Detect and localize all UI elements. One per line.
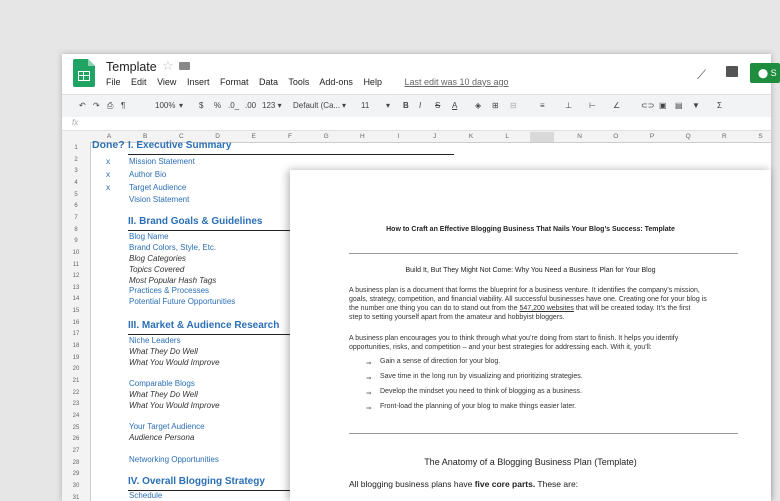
para1-line1: A business plan is a document that forms the blueprint for a business venture. It identifies the company’s mission, — [349, 287, 700, 294]
row-number[interactable]: 23 — [72, 401, 80, 408]
column-header-n[interactable]: N — [577, 133, 582, 140]
section-underline — [128, 230, 290, 231]
divider — [349, 253, 738, 254]
selected-column-highlight — [530, 132, 554, 142]
menu-view[interactable]: View — [157, 77, 177, 87]
column-header-k[interactable]: K — [468, 133, 474, 140]
more-formats-button[interactable]: 123 ▾ — [262, 101, 282, 110]
column-header-g[interactable]: G — [323, 133, 329, 140]
wrap-icon[interactable]: ⊢ — [589, 101, 596, 110]
column-header-i[interactable]: I — [397, 133, 400, 140]
row-number[interactable]: 24 — [72, 412, 80, 419]
column-header-d[interactable]: D — [215, 133, 220, 140]
item-vision-statement[interactable]: Vision Statement — [129, 195, 190, 204]
column-header-r[interactable]: R — [722, 133, 727, 140]
column-header-s[interactable]: S — [758, 133, 763, 140]
menu-addons[interactable]: Add-ons — [319, 77, 353, 87]
bullet-item: Save time in the long run by visualizing and prioritizing strategies. — [380, 373, 583, 380]
bullet-item: Develop the mindset you need to think of blogging as a business. — [380, 388, 582, 395]
item-improve[interactable]: What You Would Improve — [129, 401, 220, 410]
column-header-p[interactable]: P — [649, 133, 655, 140]
column-header-a[interactable]: A — [106, 133, 112, 140]
fx-icon: fx — [72, 118, 79, 127]
para2-line2: opportunities, risks, and competition – and your best strategies for addressing each. With it, you’ll: — [349, 344, 652, 351]
item-comparable-blogs[interactable]: Comparable Blogs — [129, 379, 195, 388]
column-header-j[interactable]: J — [433, 133, 437, 140]
row-number[interactable]: 19 — [72, 354, 80, 361]
item-do-well[interactable]: What They Do Well — [129, 390, 198, 399]
row-number[interactable]: 21 — [72, 378, 80, 384]
filter-icon[interactable]: ▼ — [692, 101, 700, 110]
para1-line3 — [349, 304, 690, 313]
done-check[interactable]: x — [106, 169, 111, 179]
arrow-bullet-icon: ⇒ — [366, 405, 372, 412]
menu-file[interactable]: File — [106, 77, 121, 87]
websites-link[interactable]: 547,200 websites — [519, 305, 574, 312]
row-number[interactable]: 12 — [72, 273, 80, 280]
activity-trend-icon[interactable]: ⟋ — [697, 67, 707, 82]
para1-line3-pre: the number one thing you can do to stand out from the — [349, 305, 520, 312]
item-niche-leaders[interactable]: Niche Leaders — [129, 336, 181, 345]
arrow-bullet-icon: ⇒ — [366, 390, 372, 397]
done-check[interactable]: x — [106, 156, 111, 166]
row-numbers — [62, 142, 91, 501]
para1-line2: goals, strategy, competition, and financial viability. All successful businesses have one. Creating one for your blog is — [349, 296, 707, 303]
arrow-bullet-icon: ⇒ — [366, 360, 372, 367]
row-number[interactable]: 14 — [72, 296, 80, 303]
row-number[interactable]: 16 — [72, 319, 80, 326]
last-edit-link[interactable]: Last edit was 10 days ago — [404, 77, 509, 87]
anatomy-heading: The Anatomy of a Blogging Business Plan (Template) — [424, 457, 637, 467]
doc-subtitle: Build It, But They Might Not Come: Why You Need a Business Plan for Your Blog — [405, 267, 656, 274]
row-number[interactable]: 29 — [72, 471, 80, 478]
doc-title: How to Craft an Effective Blogging Business That Nails Your Blog’s Success: Template — [386, 226, 675, 233]
row-number[interactable]: 13 — [72, 284, 80, 291]
row-number[interactable]: 18 — [72, 343, 80, 350]
row-number[interactable]: 17 — [72, 331, 80, 338]
font-select[interactable]: Default (Ca... — [293, 101, 341, 110]
row-number[interactable]: 31 — [72, 494, 80, 501]
zoom-select[interactable]: 100% — [155, 101, 176, 110]
row-number[interactable]: 26 — [72, 436, 80, 443]
column-header-c[interactable]: C — [179, 133, 184, 140]
menu-insert[interactable]: Insert — [186, 77, 210, 87]
sum-button[interactable]: Σ — [717, 101, 722, 110]
section-underline — [128, 334, 290, 335]
row-number[interactable]: 6 — [74, 203, 78, 210]
strikethrough-button[interactable]: S — [435, 101, 441, 110]
para2-line1: A business plan encourages you to think through what you’re doing from start to finish. It helps you identify — [349, 335, 679, 342]
sheets-logo-icon[interactable] — [73, 59, 95, 87]
item-future-opportunities[interactable]: Potential Future Opportunities — [129, 297, 236, 306]
currency-button[interactable]: $ — [199, 101, 204, 110]
increase-decimal-button[interactable]: .00 — [245, 101, 257, 110]
item-blog-name[interactable]: Blog Name — [129, 232, 169, 241]
row-number[interactable]: 25 — [72, 424, 80, 431]
menu-format[interactable]: Format — [219, 77, 249, 87]
link-icon[interactable]: ⊂⊃ — [641, 101, 655, 110]
redo-icon[interactable]: ↷ — [93, 101, 100, 110]
undo-icon[interactable]: ↶ — [79, 101, 86, 110]
core-pre: All blogging business plans have — [349, 479, 475, 489]
italic-button[interactable]: I — [419, 101, 422, 110]
font-size-select[interactable]: 11 — [361, 101, 370, 110]
arrow-bullet-icon: ⇒ — [366, 375, 372, 382]
section-underline — [128, 154, 454, 155]
menu-edit[interactable]: Edit — [131, 77, 147, 87]
item-target-audience[interactable]: Target Audience — [129, 183, 187, 192]
column-header-f[interactable]: F — [288, 133, 292, 140]
core-post: These are: — [535, 479, 579, 489]
sheets-titlebar — [62, 54, 777, 92]
section-blogging-strategy[interactable]: IV. Overall Blogging Strategy — [128, 476, 265, 487]
row-number[interactable]: 10 — [72, 249, 80, 256]
column-header-h[interactable]: H — [360, 133, 365, 140]
item-brand-colors[interactable]: Brand Colors, Style, Etc. — [129, 243, 217, 252]
column-header-e[interactable]: E — [251, 133, 256, 140]
item-practices[interactable]: Practices & Processes — [129, 286, 210, 295]
item-audience-persona[interactable]: Audience Persona — [129, 433, 195, 442]
done-check[interactable]: x — [106, 182, 111, 192]
print-icon[interactable]: ⎙ — [107, 101, 114, 110]
share-button[interactable]: ⬤ S — [750, 63, 780, 83]
text-color-button[interactable]: A — [452, 101, 458, 110]
bullet-item: Gain a sense of direction for your blog. — [380, 358, 501, 365]
folder-icon[interactable] — [179, 62, 190, 70]
decrease-decimal-button[interactable]: .0_ — [228, 101, 240, 110]
star-icon[interactable]: ☆ — [162, 58, 174, 73]
comment-icon[interactable] — [726, 66, 738, 77]
bold-button[interactable]: B — [403, 101, 409, 110]
row-number[interactable]: 8 — [74, 226, 78, 233]
menu-data[interactable]: Data — [259, 77, 279, 87]
zoom-chevron-icon[interactable]: ▾ — [179, 101, 184, 110]
row-number[interactable]: 9 — [74, 238, 78, 245]
core-parts-line — [349, 479, 578, 489]
valign-icon[interactable]: ⊥ — [565, 101, 572, 110]
column-header-b[interactable]: B — [143, 133, 148, 140]
item-improve[interactable]: What You Would Improve — [129, 358, 220, 367]
section-executive-summary[interactable]: I. Executive Summary — [128, 140, 232, 151]
item-your-target-audience[interactable]: Your Target Audience — [129, 422, 205, 431]
document-page — [290, 170, 771, 501]
item-do-well[interactable]: What They Do Well — [129, 347, 198, 356]
row-number[interactable]: 5 — [74, 191, 78, 198]
row-number[interactable]: 30 — [72, 482, 80, 489]
item-schedule[interactable]: Schedule — [129, 491, 163, 500]
row-number[interactable]: 15 — [72, 308, 80, 315]
row-number[interactable]: 28 — [72, 459, 80, 466]
column-header-l[interactable]: L — [505, 133, 509, 140]
fill-color-icon[interactable]: ◈ — [475, 101, 482, 110]
item-author-bio[interactable]: Author Bio — [129, 170, 167, 179]
item-mission-statement[interactable]: Mission Statement — [129, 157, 195, 166]
chart-icon[interactable]: ▤ — [675, 101, 683, 110]
font-chevron-icon[interactable]: ▾ — [342, 101, 347, 110]
row-number[interactable]: 4 — [74, 179, 78, 186]
para1-line3-post: that will be created today. It’s the first — [573, 305, 691, 312]
borders-icon[interactable]: ⊞ — [492, 101, 499, 110]
section-market-research[interactable]: III. Market & Audience Research — [128, 320, 280, 331]
column-header-q[interactable]: Q — [685, 133, 691, 140]
align-icon[interactable]: ≡ — [540, 101, 545, 110]
item-hash-tags[interactable]: Most Popular Hash Tags — [129, 276, 217, 285]
row-number[interactable]: 3 — [74, 168, 78, 175]
item-blog-categories[interactable]: Blog Categories — [129, 254, 186, 263]
menu-bar — [106, 77, 517, 87]
comment-insert-icon[interactable]: ▣ — [659, 101, 667, 110]
merge-cells-icon[interactable]: ⊟ — [510, 101, 517, 110]
row-number[interactable]: 7 — [74, 214, 78, 221]
divider — [349, 433, 738, 434]
section-brand-goals[interactable]: II. Brand Goals & Guidelines — [128, 216, 263, 227]
paint-format-icon[interactable]: ¶ — [121, 101, 126, 110]
menu-help[interactable]: Help — [363, 77, 382, 87]
row-number[interactable]: 27 — [72, 447, 80, 454]
rotate-icon[interactable]: ∠ — [613, 101, 621, 110]
row-number[interactable]: 1 — [74, 145, 78, 151]
formula-bar[interactable] — [62, 117, 771, 131]
row-number[interactable]: 22 — [72, 389, 80, 396]
row-number[interactable]: 2 — [74, 156, 78, 163]
para1-line4: step to setting yourself apart from the amateur and hobbyist bloggers. — [349, 314, 565, 321]
done-header[interactable]: Done? — [92, 139, 125, 151]
item-networking[interactable]: Networking Opportunities — [129, 455, 219, 464]
document-title[interactable]: Template — [106, 60, 157, 74]
toolbar — [62, 94, 771, 118]
column-header-o[interactable]: O — [613, 133, 619, 140]
percent-button[interactable]: % — [214, 101, 222, 110]
font-size-chevron-icon[interactable]: ▾ — [386, 101, 391, 110]
item-topics-covered[interactable]: Topics Covered — [129, 265, 185, 274]
core-bold: five core parts. — [474, 479, 536, 489]
row-number[interactable]: 11 — [72, 261, 80, 268]
menu-tools[interactable]: Tools — [288, 77, 310, 87]
row-number[interactable]: 20 — [72, 366, 80, 373]
bullet-item: Front-load the planning of your blog to make things easier later. — [380, 403, 577, 410]
